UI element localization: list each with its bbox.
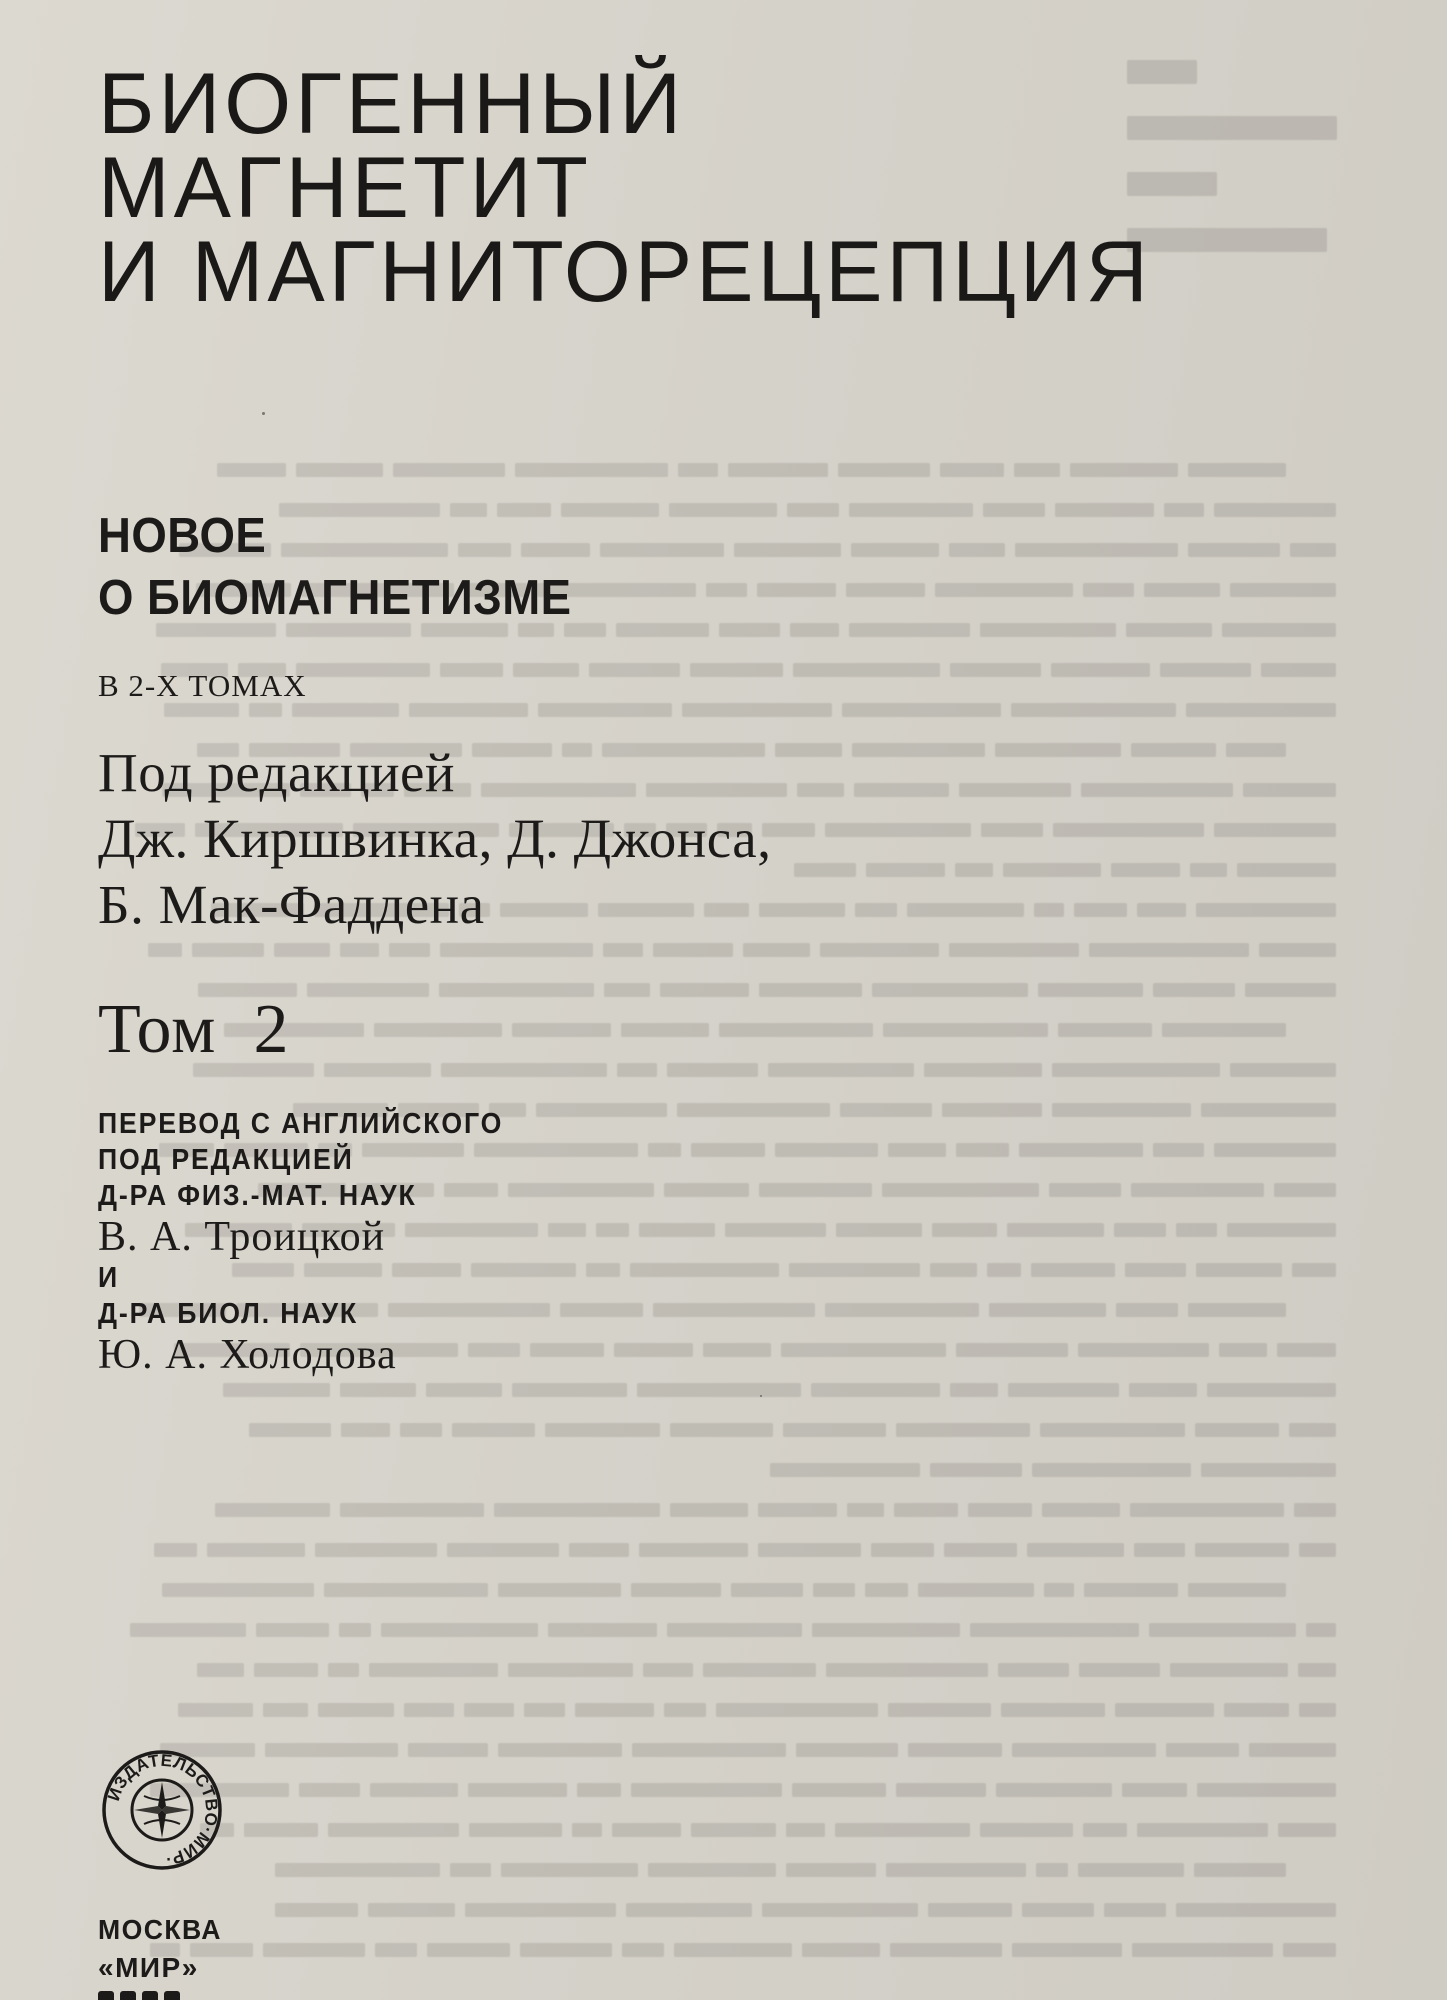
show-through-line	[96, 1570, 1336, 1610]
publisher-logo-icon	[100, 1748, 224, 1872]
show-through-line	[96, 1610, 1336, 1650]
editors-line: Дж. Киршвинка, Д. Джонса,	[98, 808, 772, 869]
editor-degree: Д-РА БИОЛ. НАУК	[98, 1298, 359, 1330]
translation-credits	[98, 1106, 538, 1378]
editors-line: Б. Мак-Фаддена	[98, 874, 485, 935]
show-through-line	[96, 1530, 1336, 1570]
show-through-header	[1127, 50, 1387, 274]
show-through-line	[96, 1730, 1336, 1770]
publisher-name: «МИР»	[98, 1952, 199, 1983]
show-through-line	[96, 1650, 1336, 1690]
publisher-city: МОСКВА	[98, 1914, 222, 1945]
book-title-line: И МАГНИТОРЕЦЕПЦИЯ	[98, 224, 1152, 320]
translation-line: ПОД РЕДАКЦИЕЙ	[98, 1144, 354, 1176]
book-subtitle-line: НОВОЕ	[98, 509, 267, 563]
show-through-line	[96, 1490, 1336, 1530]
editors-line: Под редакцией	[98, 742, 455, 803]
paper-speck	[760, 1395, 762, 1397]
editors-block	[98, 740, 771, 938]
editor-degree: Д-РА ФИЗ.-МАТ. НАУК	[98, 1180, 417, 1212]
paper-speck	[262, 412, 265, 415]
show-through-line	[96, 1690, 1336, 1730]
book-subtitle	[98, 505, 572, 629]
volume-label: Том 2	[98, 991, 290, 1068]
show-through-line	[96, 1410, 1336, 1450]
show-through-line	[96, 1450, 1336, 1490]
show-through-line	[96, 1850, 1336, 1890]
show-through-line	[96, 1890, 1336, 1930]
conjunction: И	[98, 1262, 120, 1294]
book-title-line: МАГНЕТИТ	[98, 140, 592, 236]
publisher-logo-text: ИЗДАТЕЛЬСТВО·МИР·	[104, 1750, 222, 1869]
book-title-line: БИОГЕННЫЙ	[98, 56, 686, 152]
show-through-line	[96, 1810, 1336, 1850]
translation-editor-name: Ю. А. Холодова	[98, 1332, 397, 1378]
show-through-line	[96, 1770, 1336, 1810]
book-subtitle-line: О БИОМАГНЕТИЗМЕ	[98, 571, 572, 625]
show-through-line	[96, 1930, 1336, 1970]
translation-editor-name: В. А. Троицкой	[98, 1214, 386, 1260]
show-through-line	[96, 450, 1336, 490]
publisher-year-cropped	[98, 1988, 218, 2000]
volumes-note: В 2-Х ТОМАХ	[98, 668, 307, 703]
book-title	[98, 56, 1152, 320]
translation-line: ПЕРЕВОД С АНГЛИЙСКОГО	[98, 1108, 504, 1140]
